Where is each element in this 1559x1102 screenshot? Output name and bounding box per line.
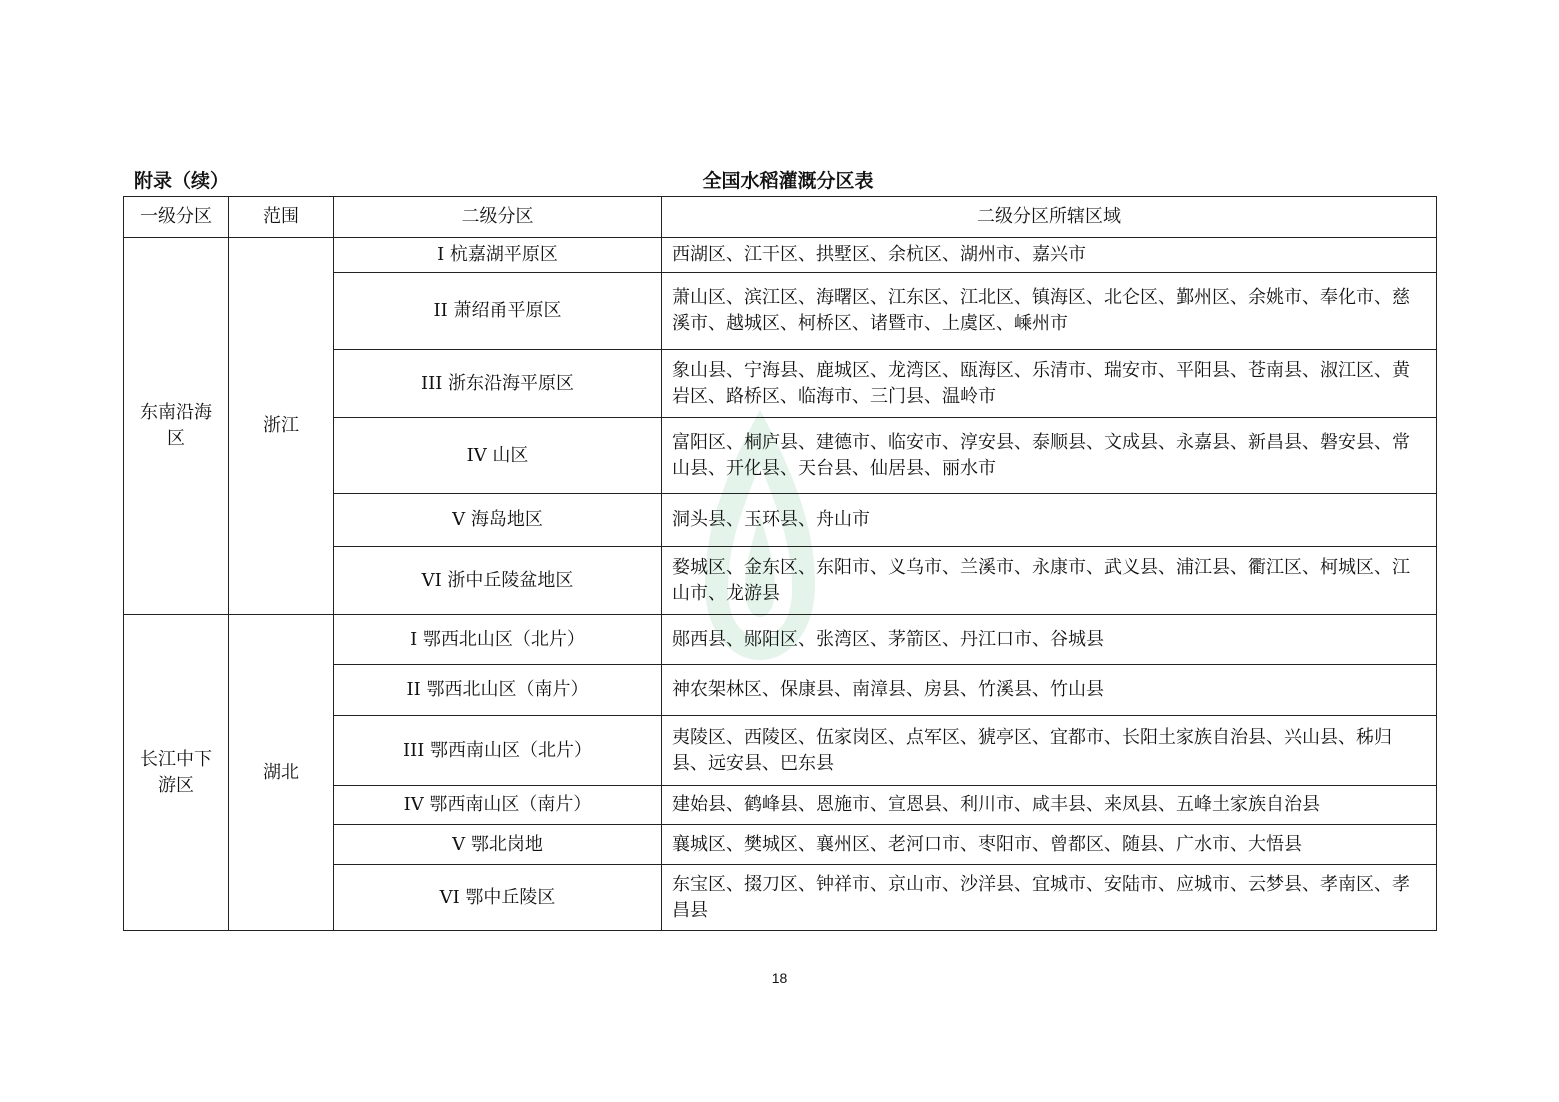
table-row [124, 615, 1437, 665]
areas-cell: 萧山区、滨江区、海曙区、江东区、江北区、镇海区、北仑区、鄞州区、余姚市、奉化市、慈溪市、越城区、柯桥区、诸暨市、上虞区、嵊州市 [662, 273, 1437, 350]
level2-cell: V 海岛地区 [334, 494, 662, 547]
areas-cell: 东宝区、掇刀区、钟祥市、京山市、沙洋县、宜城市、安陆市、应城市、云梦县、孝南区、孝昌县 [662, 865, 1437, 931]
irrigation-zone-table [123, 196, 1437, 931]
areas-cell: 洞头县、玉环县、舟山市 [662, 494, 1437, 547]
page-number: 18 [771, 970, 788, 986]
scope-cell: 湖北 [229, 615, 334, 931]
areas-cell: 西湖区、江干区、拱墅区、余杭区、湖州市、嘉兴市 [662, 238, 1437, 273]
areas-cell: 富阳区、桐庐县、建德市、临安市、淳安县、泰顺县、文成县、永嘉县、新昌县、磐安县、常山县、开化县、天台县、仙居县、丽水市 [662, 418, 1437, 494]
level1-cell: 长江中下游区 [124, 615, 229, 931]
table-row [124, 238, 1437, 273]
areas-cell: 婺城区、金东区、东阳市、义乌市、兰溪市、永康市、武义县、浦江县、衢江区、柯城区、江山市、龙游县 [662, 547, 1437, 615]
level2-cell: II 萧绍甬平原区 [334, 273, 662, 350]
level2-cell: I 鄂西北山区（北片） [334, 615, 662, 665]
table-title: 全国水稻灌溉分区表 [702, 170, 874, 192]
areas-cell: 郧西县、郧阳区、张湾区、茅箭区、丹江口市、谷城县 [662, 615, 1437, 665]
level2-cell: I 杭嘉湖平原区 [334, 238, 662, 273]
areas-cell: 神农架林区、保康县、南漳县、房县、竹溪县、竹山县 [662, 665, 1437, 716]
scope-cell: 浙江 [229, 238, 334, 615]
level2-cell: III 浙东沿海平原区 [334, 350, 662, 418]
appendix-label: 附录（续） [134, 170, 230, 192]
level2-cell: V 鄂北岗地 [334, 825, 662, 865]
header-level2-areas: 二级分区所辖区域 [662, 197, 1437, 238]
header-scope: 范围 [229, 197, 334, 238]
level2-cell: VI 浙中丘陵盆地区 [334, 547, 662, 615]
level2-cell: II 鄂西北山区（南片） [334, 665, 662, 716]
header-level1: 一级分区 [124, 197, 229, 238]
header-level2: 二级分区 [334, 197, 662, 238]
areas-cell: 襄城区、樊城区、襄州区、老河口市、枣阳市、曾都区、随县、广水市、大悟县 [662, 825, 1437, 865]
header-row [124, 197, 1437, 238]
areas-cell: 象山县、宁海县、鹿城区、龙湾区、瓯海区、乐清市、瑞安市、平阳县、苍南县、淑江区、黄岩区、路桥区、临海市、三门县、温岭市 [662, 350, 1437, 418]
level2-cell: VI 鄂中丘陵区 [334, 865, 662, 931]
level2-cell: IV 鄂西南山区（南片） [334, 786, 662, 825]
level2-cell: III 鄂西南山区（北片） [334, 716, 662, 786]
level2-cell: IV 山区 [334, 418, 662, 494]
level1-cell: 东南沿海区 [124, 238, 229, 615]
areas-cell: 建始县、鹤峰县、恩施市、宣恩县、利川市、咸丰县、来凤县、五峰土家族自治县 [662, 786, 1437, 825]
areas-cell: 夷陵区、西陵区、伍家岗区、点军区、猇亭区、宜都市、长阳土家族自治县、兴山县、秭归县、远安县、巴东县 [662, 716, 1437, 786]
